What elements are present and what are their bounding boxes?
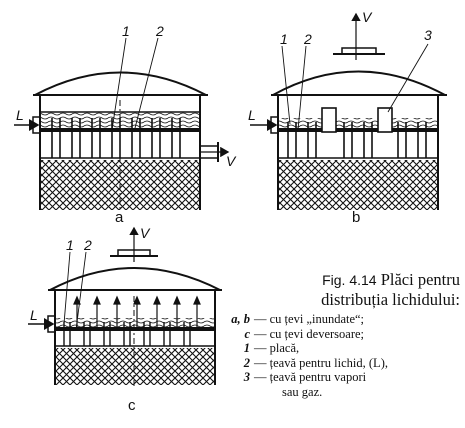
legend-text: — cu țevi deversoare; (254, 326, 365, 341)
label-variant-a: a (115, 209, 124, 226)
packing-b (279, 160, 437, 210)
legend-text: — placă, (254, 341, 300, 355)
column-c (28, 225, 222, 414)
label-variant-c: c (128, 397, 136, 414)
label-2-b: 2 (304, 31, 312, 47)
caption-title (228, 270, 460, 290)
column-b (248, 9, 447, 226)
plate-c (55, 327, 215, 331)
legend-key: 1 (243, 341, 250, 355)
legend-row-ab (228, 312, 460, 327)
label-1-b: 1 (280, 31, 288, 47)
legend-key: 2 (243, 355, 250, 370)
label-v-c: V (140, 225, 150, 241)
dome-c (50, 268, 220, 290)
label-v-a: V (226, 153, 236, 169)
label-variant-b: b (352, 209, 361, 226)
label-v-b: V (362, 9, 372, 25)
legend-text: — țeavă pentru lichid, (L), (254, 355, 388, 370)
label-2-c: 2 (84, 237, 92, 253)
label-3-b: 3 (424, 27, 432, 43)
title-part2: distribuția lichidului: (321, 290, 460, 309)
plate-b (278, 128, 438, 132)
figure-number: Fig. 4.14 (322, 272, 377, 288)
caption-legend (228, 312, 460, 399)
legend-row-3 (228, 370, 460, 385)
column-a (14, 23, 237, 226)
figure-caption (228, 270, 460, 399)
label-l-b: L (248, 107, 256, 123)
label-1-a: 1 (122, 23, 130, 39)
legend-row-c (228, 327, 460, 342)
legend-row-1 (228, 341, 460, 356)
legend-key: 3 (243, 370, 250, 384)
legend-key: c (244, 326, 250, 341)
label-1-c: 1 (66, 237, 74, 253)
legend-key: a, b (231, 312, 250, 326)
legend-row-3-cont: sau gaz. (282, 384, 323, 399)
legend-text: — țeavă pentru vapori (254, 370, 367, 384)
dome-b (273, 72, 445, 96)
legend-text: — cu țevi „inundate“; (254, 312, 365, 326)
label-l-c: L (30, 307, 38, 323)
legend-row-2 (228, 356, 460, 371)
packing-c (56, 348, 214, 385)
label-l-a: L (16, 107, 24, 123)
label-2-a: 2 (156, 23, 164, 39)
title-part1: Plăci pentru (380, 270, 460, 289)
